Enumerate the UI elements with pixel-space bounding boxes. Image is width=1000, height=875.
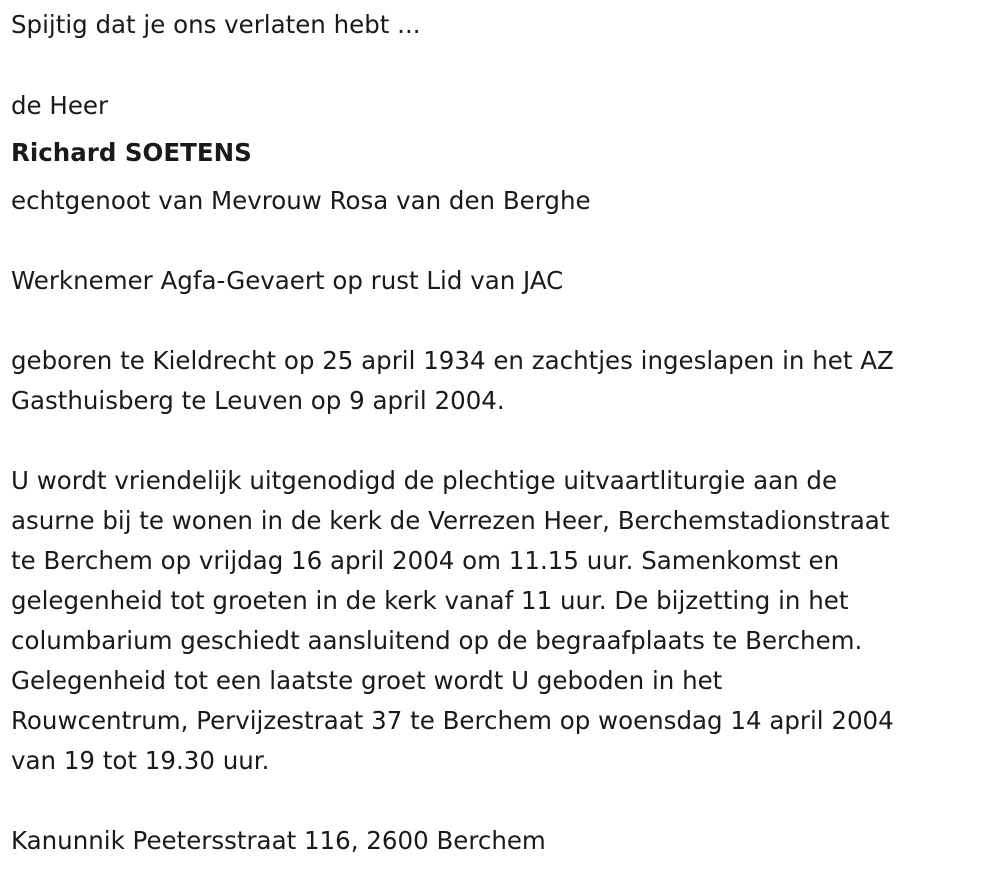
birth-death-line-2: Gasthuisberg te Leuven op 9 april 2004. (11, 386, 505, 415)
funeral-line-2: asurne bij te wonen in de kerk de Verrezen Heer, Berchemstadionstraat (11, 506, 890, 535)
deceased-name: Richard SOETENS (11, 138, 252, 167)
intro-text: Spijtig dat je ons verlaten hebt ... (11, 10, 421, 39)
funeral-line-1: U wordt vriendelijk uitgenodigd de plechtige uitvaartliturgie aan de (11, 466, 838, 495)
funeral-line-8: van 19 tot 19.30 uur. (11, 746, 270, 775)
funeral-line-4: gelegenheid tot groeten in de kerk vanaf 11 uur. De bijzetting in het (11, 586, 849, 615)
funeral-line-3: te Berchem op vrijdag 16 april 2004 om 11.15 uur. Samenkomst en (11, 546, 840, 575)
spouse-line: echtgenoot van Mevrouw Rosa van den Berghe (11, 186, 591, 215)
address-line: Kanunnik Peetersstraat 116, 2600 Berchem (11, 826, 546, 855)
birth-death-line-1: geboren te Kieldrecht op 25 april 1934 en zachtjes ingeslapen in het AZ (11, 346, 894, 375)
funeral-line-6: Gelegenheid tot een laatste groet wordt U geboden in het (11, 666, 723, 695)
funeral-line-7: Rouwcentrum, Pervijzestraat 37 te Berchem op woensdag 14 april 2004 (11, 706, 894, 735)
honorific: de Heer (11, 91, 109, 120)
funeral-line-5: columbarium geschiedt aansluitend op de begraafplaats te Berchem. (11, 626, 863, 655)
occupation-line: Werknemer Agfa-Gevaert op rust Lid van JAC (11, 266, 564, 295)
